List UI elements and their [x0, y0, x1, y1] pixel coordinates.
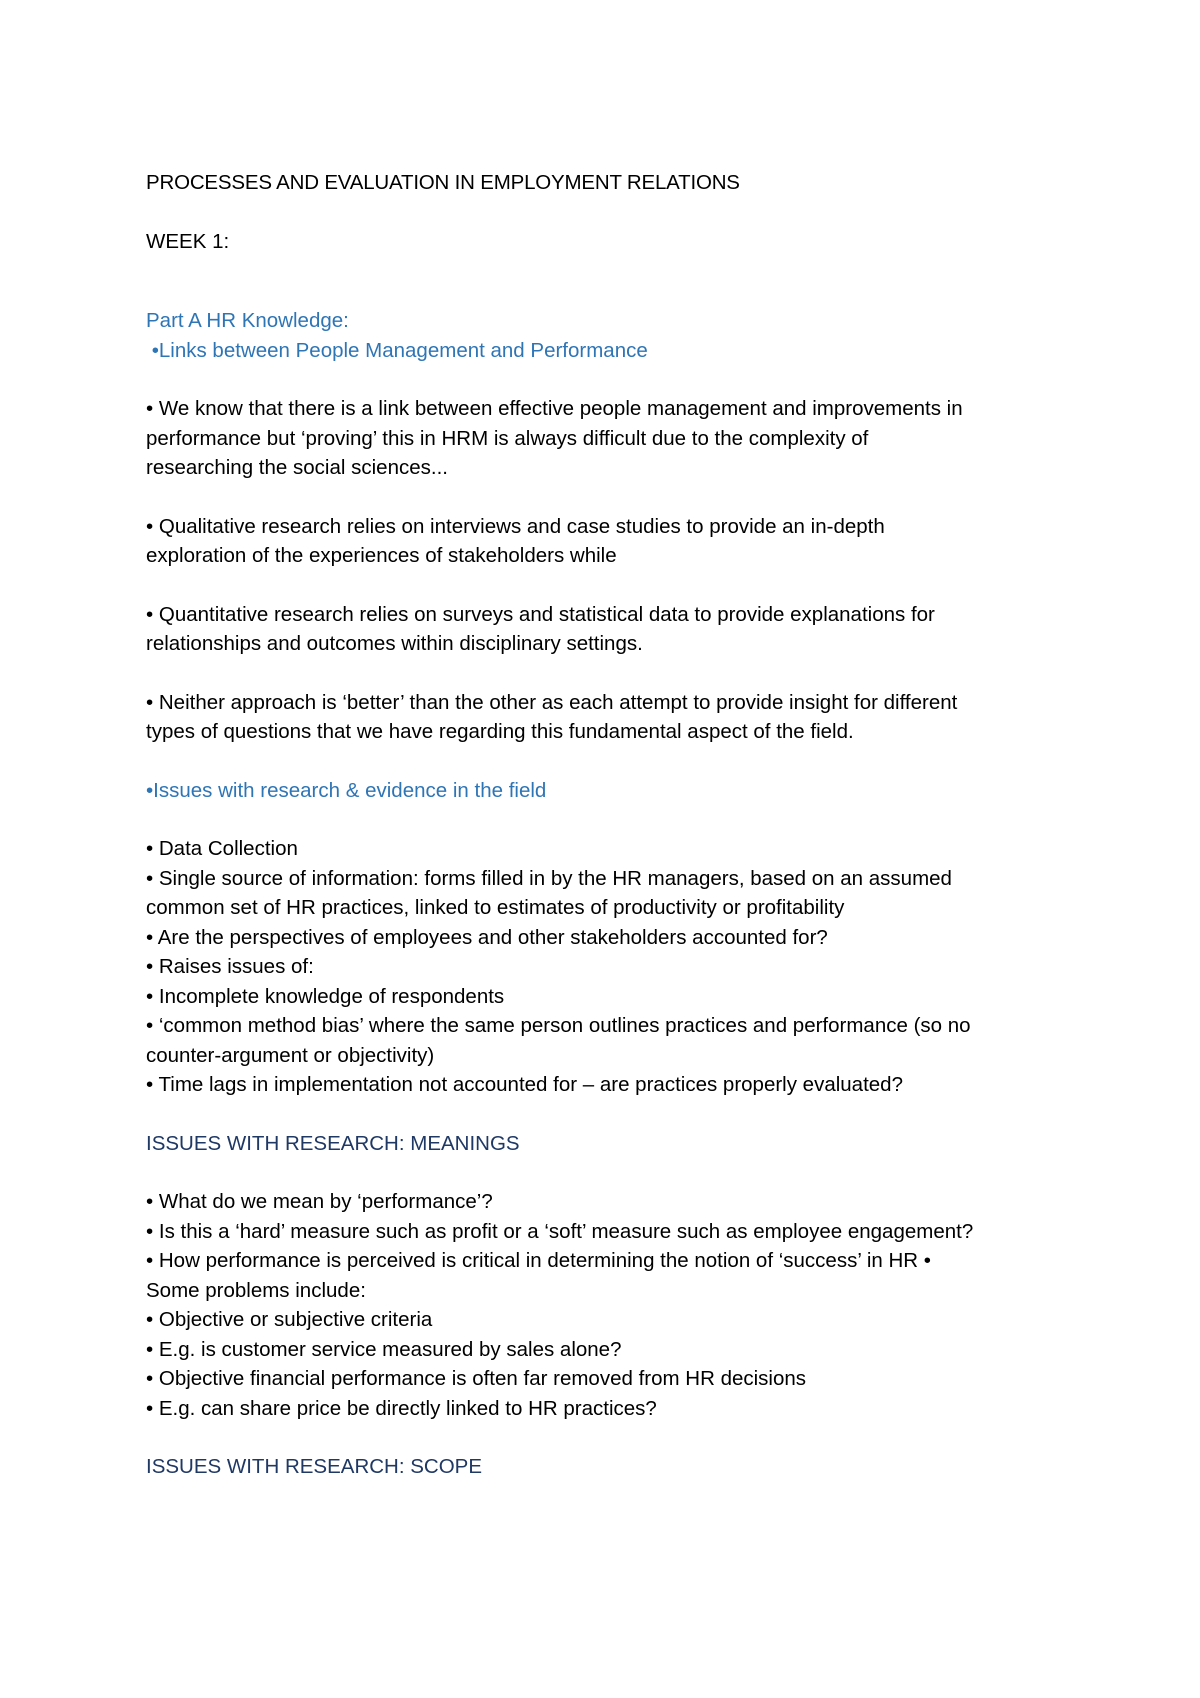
list-item: • Incomplete knowledge of respondents — [146, 984, 505, 1008]
links-subheading: •Links between People Management and Performance — [146, 338, 648, 362]
list-item: • How performance is perceived is critical in determining the notion of ‘success’ in HR • — [146, 1249, 931, 1272]
list-item: • ‘common method bias’ where the same person outlines practices and performance (so no — [146, 1014, 971, 1037]
list-item: • Objective or subjective criteria — [146, 1308, 433, 1331]
part-a-heading: Part A HR Knowledge: — [146, 309, 349, 332]
list-item: common set of HR practices, linked to estimates of productivity or profitability — [146, 896, 845, 919]
paragraph-line: • Qualitative research relies on interviews and case studies to provide an in-depth — [146, 514, 885, 538]
document-title: PROCESSES AND EVALUATION IN EMPLOYMENT RELATIONS — [146, 171, 740, 194]
issues-evidence-subheading: •Issues with research & evidence in the field — [146, 778, 547, 802]
meanings-list — [146, 1187, 1076, 1423]
list-item: • Time lags in implementation not accounted for – are practices properly evaluated? — [146, 1073, 903, 1096]
links-paragraph — [146, 688, 1076, 747]
list-item: Some problems include: — [146, 1278, 366, 1302]
scope-heading: ISSUES WITH RESEARCH: SCOPE — [146, 1455, 483, 1478]
links-paragraph — [146, 600, 1076, 659]
paragraph-line: • Neither approach is ‘better’ than the other as each attempt to provide insight for different — [146, 690, 958, 714]
paragraph-line: • Quantitative research relies on surveys and statistical data to provide explanations for — [146, 602, 935, 626]
issues-evidence-list — [146, 834, 1076, 1100]
meanings-heading: ISSUES WITH RESEARCH: MEANINGS — [146, 1131, 520, 1155]
list-item: • Data Collection — [146, 837, 298, 860]
list-item: • Is this a ‘hard’ measure such as profit or a ‘soft’ measure such as employee engagement? — [146, 1219, 974, 1243]
links-paragraph — [146, 512, 1076, 571]
paragraph-line: relationships and outcomes within disciplinary settings. — [146, 632, 643, 655]
document-page — [146, 168, 1076, 1482]
list-item: • Are the perspectives of employees and other stakeholders accounted for? — [146, 925, 828, 949]
week-label: WEEK 1: — [146, 229, 230, 253]
list-item: counter-argument or objectivity) — [146, 1043, 435, 1067]
paragraph-line: researching the social sciences... — [146, 456, 448, 479]
list-item: • What do we mean by ‘performance’? — [146, 1190, 493, 1213]
list-item: • Objective financial performance is often far removed from HR decisions — [146, 1367, 807, 1390]
paragraph-line: • We know that there is a link between effective people management and improvements in — [146, 397, 963, 420]
list-item: • E.g. can share price be directly linked to HR practices? — [146, 1396, 657, 1420]
list-item: • Single source of information: forms filled in by the HR managers, based on an assumed — [146, 866, 952, 890]
paragraph-line: types of questions that we have regarding this fundamental aspect of the field. — [146, 720, 854, 743]
list-item: • Raises issues of: — [146, 955, 314, 978]
list-item: • E.g. is customer service measured by sales alone? — [146, 1337, 622, 1361]
paragraph-line: performance but ‘proving’ this in HRM is always difficult due to the complexity of — [146, 426, 869, 450]
paragraph-line: exploration of the experiences of stakeholders while — [146, 544, 617, 567]
links-paragraph — [146, 394, 1076, 483]
